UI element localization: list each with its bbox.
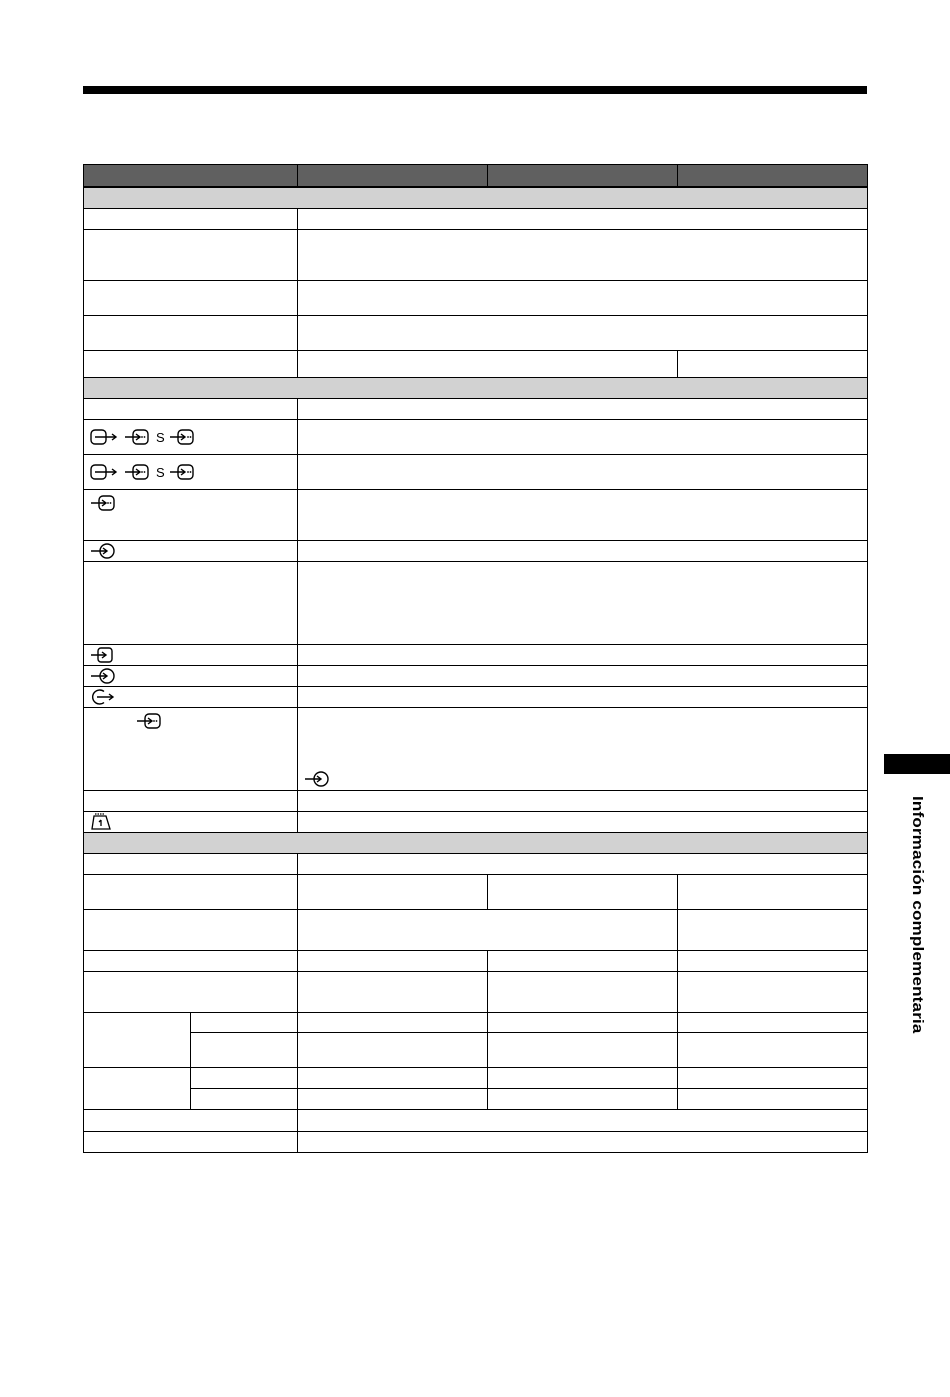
table-row	[84, 875, 868, 910]
av-inout-icon	[90, 428, 120, 446]
section-row	[84, 378, 868, 399]
table-row	[84, 1033, 868, 1068]
table-row	[84, 1132, 868, 1153]
side-tab-label: Información complementaria	[909, 796, 926, 1034]
table-row	[84, 316, 868, 351]
video-in-icon	[124, 463, 150, 481]
table-row	[84, 666, 868, 687]
top-rule	[83, 86, 867, 94]
video-in-icon	[136, 712, 162, 730]
table-row	[84, 351, 868, 378]
s-video-label: S	[156, 464, 165, 480]
table-row	[84, 1089, 868, 1110]
section-row	[84, 187, 868, 209]
table-row	[84, 708, 868, 791]
table-row	[84, 1110, 868, 1132]
table-row	[84, 645, 868, 666]
header-cell	[84, 165, 298, 188]
table-row	[84, 791, 868, 812]
table-row	[84, 951, 868, 972]
section-row	[84, 833, 868, 854]
table-row	[84, 541, 868, 562]
table-row	[84, 1013, 868, 1033]
table-row	[84, 562, 868, 645]
table-row	[84, 399, 868, 420]
table-row	[84, 972, 868, 1013]
specification-table	[83, 164, 868, 1153]
side-tab-marker	[884, 754, 950, 774]
av-inout-icon	[90, 463, 120, 481]
table-row	[84, 854, 868, 875]
table-row	[84, 281, 868, 316]
s-video-label: S	[156, 429, 165, 445]
table-row	[84, 812, 868, 833]
header-cell	[678, 165, 868, 188]
table-row	[84, 455, 868, 490]
header-cell	[488, 165, 678, 188]
table-row	[84, 209, 868, 230]
audio-in-icon	[304, 770, 330, 788]
s-video-in-icon	[169, 428, 195, 446]
header-cell	[298, 165, 488, 188]
s-video-in-icon	[169, 463, 195, 481]
table-row	[84, 230, 868, 281]
table-row	[84, 420, 868, 455]
table-header-row	[84, 165, 868, 188]
audio-in-icon	[90, 542, 116, 560]
table-row	[84, 687, 868, 708]
video-in-icon	[90, 494, 116, 512]
table-row	[84, 490, 868, 541]
output-icon	[90, 688, 116, 706]
headphone-icon	[90, 813, 114, 831]
table-row	[84, 1068, 868, 1089]
video-in-icon	[124, 428, 150, 446]
rgb-in-icon	[90, 646, 116, 664]
audio-in-icon	[90, 667, 116, 685]
table-row	[84, 910, 868, 951]
